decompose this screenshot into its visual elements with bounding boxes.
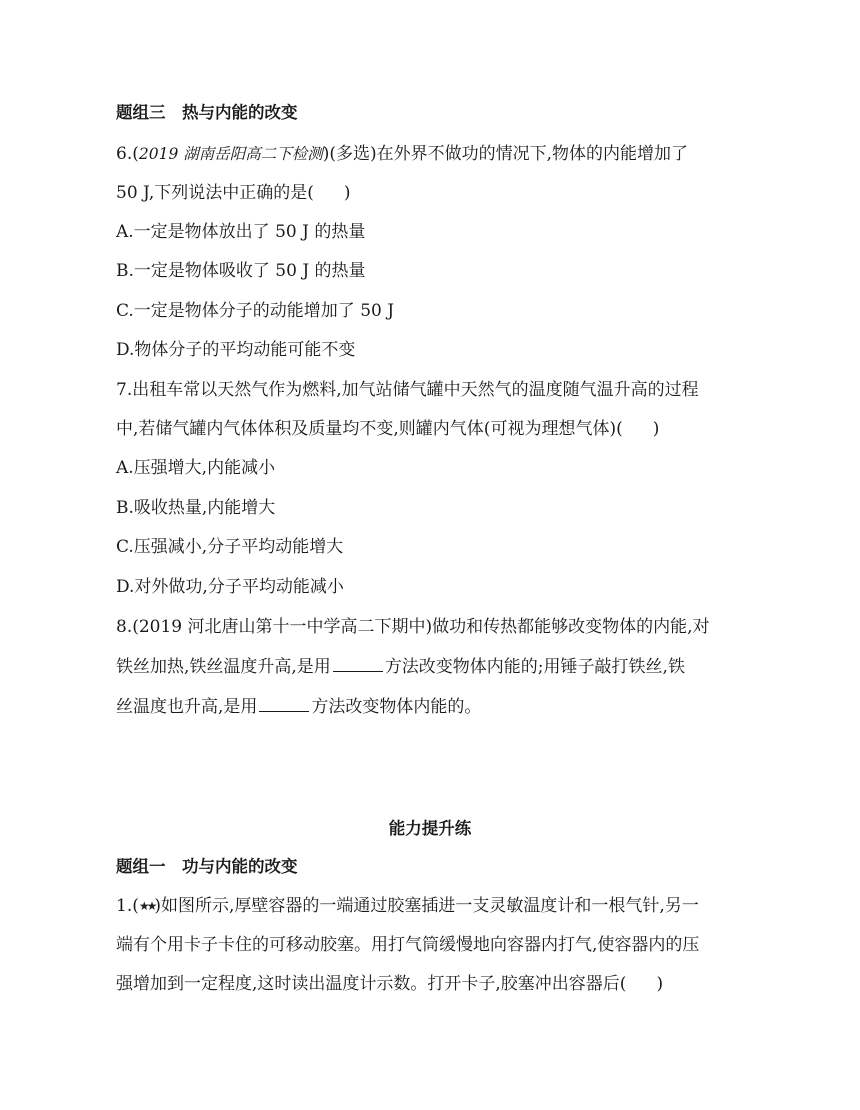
q6-number: 6.( (116, 144, 139, 164)
q7-paren-close: ) (652, 419, 660, 439)
q8-text-b: 方法改变物体内能的;用锤子敲打铁丝,铁 (384, 657, 685, 677)
question-1-line1 (116, 895, 699, 917)
q7-stem-cont: 中,若储气罐内气体体积及质量均不变,则罐内气体(可视为理想气体)( (116, 419, 623, 439)
question-6-line1 (116, 143, 688, 165)
q1-stem-cont: 强增加到一定程度,这时读出温度计示数。打开卡子,胶塞冲出容器后( (116, 974, 627, 994)
q6-source: 2019 湖南岳阳高二下检测 (138, 145, 323, 163)
question-7-line2 (116, 418, 659, 440)
q7-option-d: D.对外做功,分子平均动能减小 (116, 577, 344, 597)
q1-stem: )如图所示,厚壁容器的一端通过胶塞插进一支灵敏温度计和一根气针,另一 (154, 896, 699, 916)
question-8-line3 (116, 695, 481, 718)
q6-option-c: C.一定是物体分子的动能增加了 50 J (116, 301, 395, 321)
q1-number: 1.( (116, 896, 139, 916)
q8-blank-2[interactable] (259, 695, 309, 712)
q1-paren-close: ) (656, 974, 664, 994)
q7-option-a: A.压强增大,内能减小 (116, 458, 276, 478)
q8-text-d: 方法改变物体内能的。 (311, 697, 482, 717)
question-1-line3 (116, 973, 663, 995)
q8-blank-1[interactable] (333, 655, 383, 672)
question-7-line1: 7.出租车常以天然气作为燃料,加气站储气罐中天然气的温度随气温升高的过程 (116, 380, 699, 400)
difficulty-stars-icon: ★★ (138, 899, 155, 913)
q6-stem-cont: 50 J,下列说法中正确的是( (116, 183, 314, 203)
q7-option-b: B.吸收热量,内能增大 (116, 498, 276, 518)
q6-option-b: B.一定是物体吸收了 50 J 的热量 (116, 261, 366, 281)
section-heading-group1: 题组一 功与内能的改变 (116, 857, 298, 876)
q6-option-a: A.一定是物体放出了 50 J 的热量 (116, 222, 366, 242)
q8-text-a: 铁丝加热,铁丝温度升高,是用 (116, 657, 331, 677)
question-8-line1: 8.(2019 河北唐山第十一中学高二下期中)做功和传热都能够改变物体的内能,对 (116, 617, 710, 637)
q8-text-c: 丝温度也升高,是用 (116, 697, 258, 717)
question-6-line2 (116, 182, 351, 204)
q6-option-d: D.物体分子的平均动能可能不变 (116, 340, 356, 360)
q7-option-c: C.压强减小,分子平均动能增大 (116, 537, 344, 557)
q6-stem: )(多选)在外界不做功的情况下,物体的内能增加了 (322, 144, 689, 164)
section-title-ability: 能力提升练 (388, 819, 472, 838)
question-8-line2 (116, 655, 685, 678)
section-heading-group3: 题组三 热与内能的改变 (116, 103, 298, 122)
question-1-line2: 端有个用卡子卡住的可移动胶塞。用打气筒缓慢地向容器内打气,使容器内的压 (116, 935, 700, 955)
q6-paren-close: ) (343, 183, 351, 203)
